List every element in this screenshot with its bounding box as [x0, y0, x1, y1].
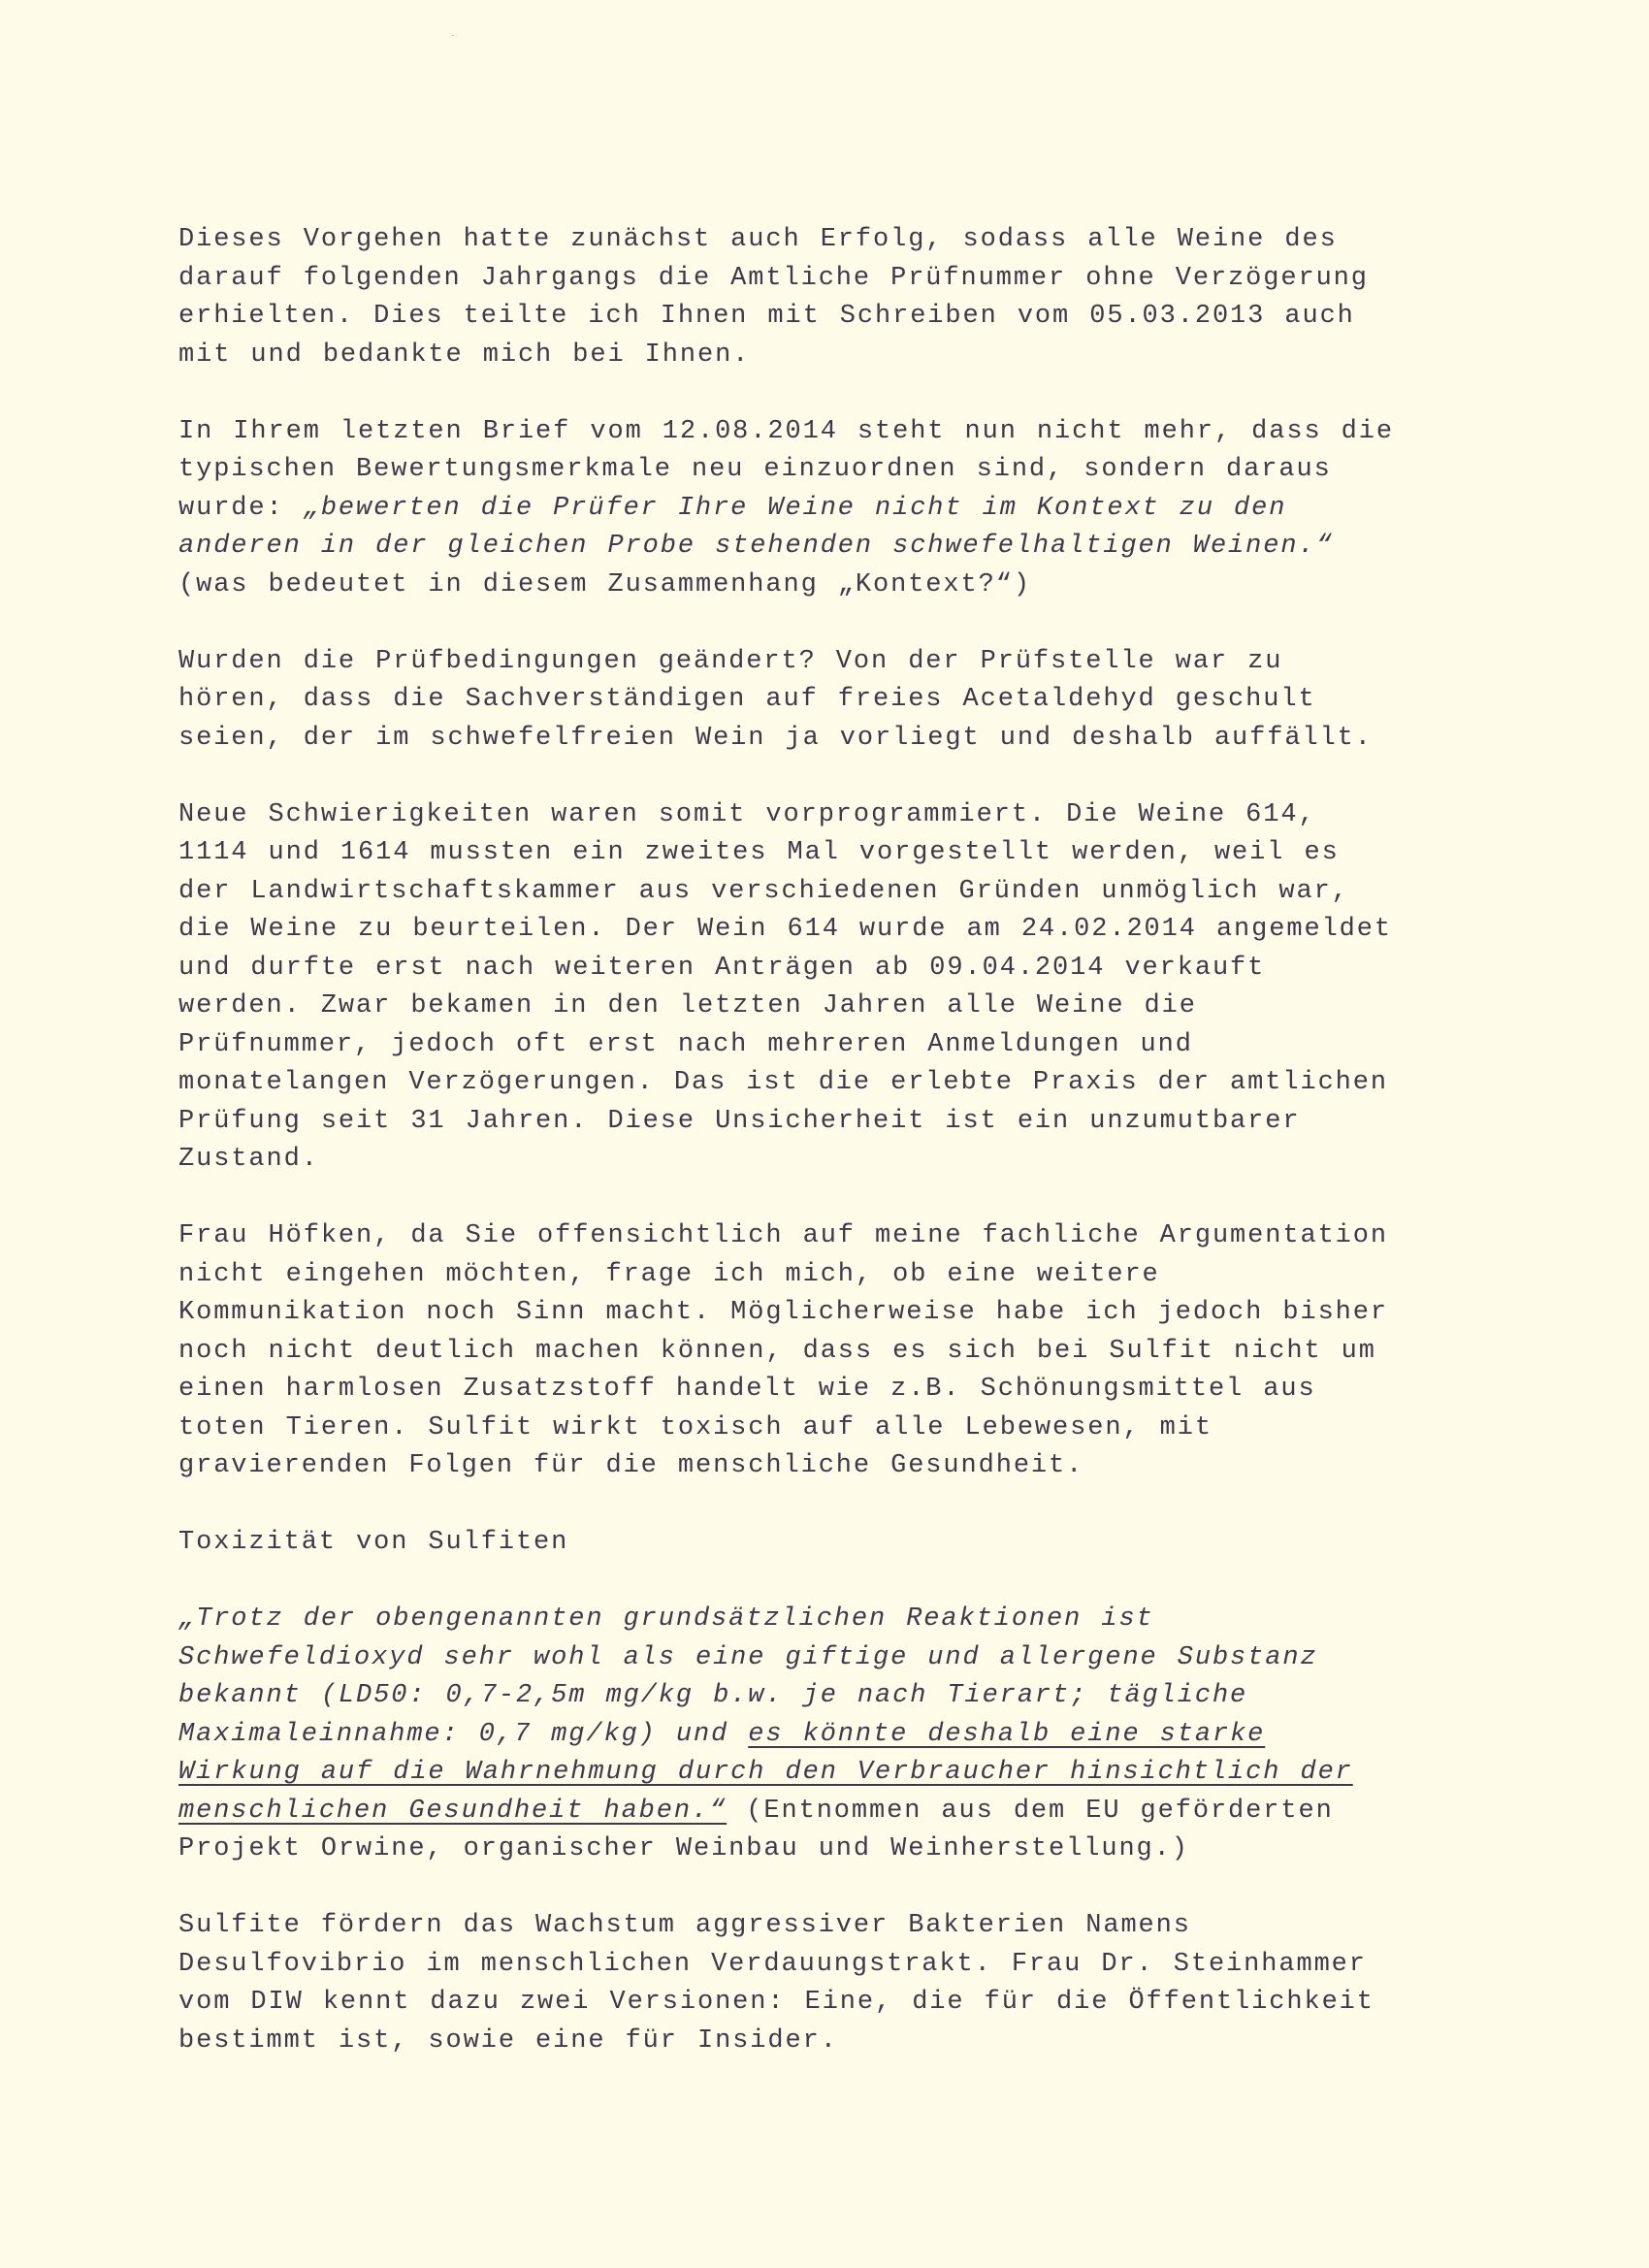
- text-line: seien, der im schwefelfreien Wein ja vorliegt und deshalb auffällt.: [178, 723, 1373, 753]
- source-note: Projekt Orwine, organischer Weinbau und Weinherstellung.): [178, 1834, 1189, 1863]
- text-line: noch nicht deutlich machen können, dass es sich bei Sulfit nicht um: [178, 1336, 1376, 1366]
- text-line: [178, 490, 1439, 529]
- quote-segment: Maximaleinnahme: 0,7 mg/kg) und: [178, 1719, 749, 1749]
- text-line: der Landwirtschaftskammer aus verschiedenen Gründen unmöglich war,: [178, 876, 1349, 906]
- scan-speck: [452, 35, 454, 36]
- paragraph-desulfovibrio: [178, 1907, 1439, 2060]
- text-line: Prüfnummer, jedoch oft erst nach mehreren Anmeldungen und: [178, 1029, 1193, 1059]
- quote-line: [178, 1716, 1439, 1755]
- text-line: nicht eingehen möchten, frage ich mich, ob eine weitere: [178, 1259, 1160, 1289]
- quoted-citation: „bewerten die Prüfer Ihre Weine nicht im Kontext zu den: [303, 493, 1287, 523]
- underlined-quote: Wirkung auf die Wahrnehmung durch den Verbraucher hinsichtlich der: [178, 1758, 1353, 1787]
- text-line: hören, dass die Sachverständigen auf freies Acetaldehyd geschult: [178, 685, 1316, 714]
- text-line: gravierenden Folgen für die menschliche Gesundheit.: [178, 1451, 1084, 1480]
- text-line: toten Tieren. Sulfit wirkt toxisch auf alle Lebewesen, mit: [178, 1412, 1212, 1442]
- text-line: die Weine zu beurteilen. Der Wein 614 wurde am 24.02.2014 angemeldet: [178, 915, 1392, 944]
- paragraph-last-letter: [178, 413, 1439, 605]
- text-line: einen harmlosen Zusatzstoff handelt wie z.B. Schönungsmittel aus: [178, 1375, 1316, 1404]
- quote-line: [178, 1793, 1439, 1831]
- text-line: Neue Schwierigkeiten waren somit vorprogrammiert. Die Weine 614,: [178, 799, 1316, 829]
- text-line: erhielten. Dies teilte ich Ihnen mit Schreiben vom 05.03.2013 auch: [178, 302, 1355, 331]
- quoted-citation: anderen in der gleichen Probe stehenden schwefelhaltigen Weinen.“: [178, 532, 1334, 561]
- paragraph-test-conditions: [178, 643, 1439, 759]
- text-line: Frau Höfken, da Sie offensichtlich auf meine fachliche Argumentation: [178, 1221, 1388, 1250]
- text-line: Prüfung seit 31 Jahren. Diese Unsicherheit ist ein unzumutbarer: [178, 1106, 1301, 1136]
- text-line: 1114 und 1614 mussten ein zweites Mal vorgestellt werden, weil es: [178, 838, 1340, 867]
- underlined-quote: menschlichen Gesundheit haben.“: [178, 1796, 728, 1826]
- text-line: monatelangen Verzögerungen. Das ist die erlebte Praxis der amtlichen: [178, 1068, 1388, 1097]
- text-line: bestimmt ist, sowie eine für Insider.: [178, 2025, 838, 2056]
- quote-line: [178, 1754, 1439, 1793]
- section-heading: [178, 1524, 1439, 1563]
- quote-line: Schwefeldioxyd sehr wohl als eine giftige und allergene Substanz: [178, 1642, 1318, 1672]
- heading-text: Toxizität von Sulfiten: [178, 1528, 569, 1557]
- text-line: Sulfite fördern das Wachstum aggressiver Bakterien Namens: [178, 1911, 1191, 1940]
- text-line: typischen Bewertungsmerkmale neu einzuordnen sind, sondern daraus: [178, 455, 1332, 484]
- paragraph-address-hoefken: [178, 1217, 1439, 1486]
- paragraph-orwine-quote: [178, 1601, 1439, 1869]
- text-segment: wurde:: [178, 493, 304, 523]
- quote-line: bekannt (LD50: 0,7-2,5m mg/kg b.w. je nach Tierart; tägliche: [178, 1681, 1248, 1710]
- text-line: Desulfovibrio im menschlichen Verdauungstrakt. Frau Dr. Steinhammer: [178, 1949, 1367, 1979]
- text-line: (was bedeutet in diesem Zusammenhang „Kontext?“): [178, 569, 1031, 599]
- text-line: mit und bedankte mich bei Ihnen.: [178, 340, 751, 370]
- text-line: und durfte erst nach weiteren Anträgen ab 09.04.2014 verkauft: [178, 953, 1266, 983]
- paragraph-difficulties: [178, 796, 1439, 1180]
- text-line: Kommunikation noch Sinn macht. Möglicherweise habe ich jedoch bisher: [178, 1298, 1388, 1327]
- text-line: vom DIW kennt dazu zwei Versionen: Eine, die für die Öffentlichkeit: [178, 1988, 1374, 2017]
- text-line: Dieses Vorgehen hatte zunächst auch Erfolg, sodass alle Weine des: [178, 225, 1338, 254]
- text-line: Wurden die Prüfbedingungen geändert? Von der Prüfstelle war zu: [178, 646, 1283, 676]
- letter-page: [178, 221, 1439, 2099]
- text-line: Zustand.: [178, 1145, 319, 1174]
- source-note: (Entnommen aus dem EU geförderten: [727, 1796, 1334, 1826]
- text-line: werden. Zwar bekamen in den letzten Jahren alle Weine die: [178, 991, 1197, 1021]
- text-line: darauf folgenden Jahrgangs die Amtliche Prüfnummer ohne Verzögerung: [178, 263, 1369, 293]
- text-line: In Ihrem letzten Brief vom 12.08.2014 steht nun nicht mehr, dass die: [178, 416, 1394, 446]
- underlined-quote: es könnte deshalb eine starke: [748, 1719, 1266, 1749]
- quote-line: „Trotz der obengenannten grundsätzlichen Reaktionen ist: [178, 1604, 1154, 1634]
- paragraph-procedure-success: [178, 221, 1439, 374]
